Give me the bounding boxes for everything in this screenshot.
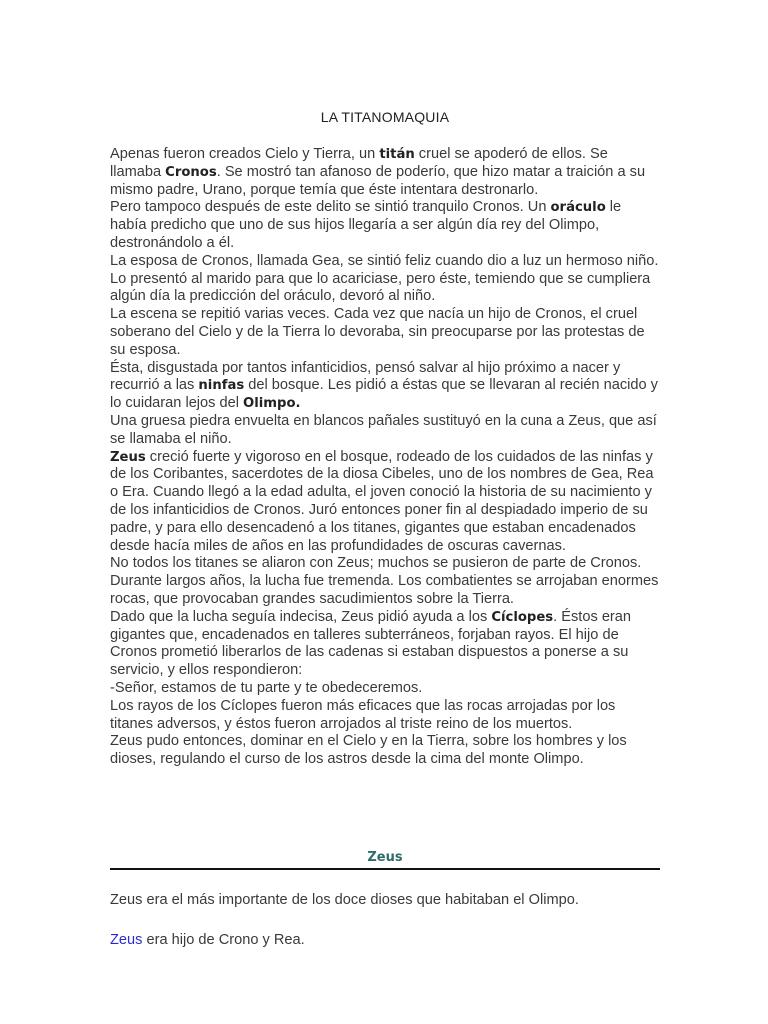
bold-keyword: ninfas [198, 378, 245, 394]
paragraph-text: . Se mostró tan afanoso de poderío, que hizo matar a traición a su mismo padre, Urano, porque temía que éste intentara destronarlo. [110, 163, 646, 198]
article-paragraph [110, 449, 660, 556]
paragraph-text: del bosque. Les pidió a éstas que se llevaran al recién nacido y lo cuidaran lejos del [110, 377, 658, 412]
article-paragraph [110, 680, 660, 698]
page-title: LA TITANOMAQUIA [320, 109, 450, 125]
article-paragraph [110, 199, 660, 252]
section-divider [110, 868, 660, 870]
paragraph-text: . Éstos eran gigantes que, encadenados en talleres subterráneos, forjaban rayos. El hijo de Cronos prometió liberarlos de las cadenas si estaban dispuestos a ponerse a su servicio, y ellos respondieron: [110, 608, 632, 679]
paragraph-text: Zeus pudo entonces, dominar en el Cielo y en la Tierra, sobre los hombres y los dioses, regulando el curso de los astros desde la cima del monte Olimpo. [110, 733, 627, 768]
paragraph-text: No todos los titanes se aliaron con Zeus; muchos se pusieron de parte de Cronos. Durante largos años, la lucha fue tremenda. Los combatientes se arrojaban enormes rocas, que provocaban grandes sacudimientos sobre la Tierra. [110, 555, 659, 607]
bold-keyword: Zeus [110, 449, 146, 465]
article-paragraph [110, 733, 660, 769]
article-paragraph [110, 609, 660, 680]
section-paragraph: Zeus era el más importante de los doce dioses que habitaban el Olimpo. [110, 892, 579, 908]
paragraph-text: Los rayos de los Cíclopes fueron más eficaces que las rocas arrojadas por los titanes adversos, y éstos fueron arrojados al triste reino de los muertos. [110, 697, 616, 732]
zeus-link[interactable]: Zeus [110, 932, 143, 948]
article-paragraph [110, 360, 660, 413]
article-paragraph [110, 413, 660, 449]
paragraph-text: creció fuerte y vigoroso en el bosque, rodeado de los cuidados de las ninfas y de los Coribantes, sacerdotes de la diosa Cibeles, uno de los nombres de Gea, Rea o Era. Cuando llegó a la edad adulta, el joven conoció la historia de su nacimiento y de los infanticidios de Cronos. Juró entonces poner fin al despiadado imperio de su padre, y para ello desencadenó a los titanes, gigantes que estaban encadenados desde hacía miles de años en las profundidades de oscuras cavernas. [110, 448, 654, 554]
article-paragraph [110, 555, 660, 608]
paragraph-text: Pero tampoco después de este delito se sintió tranquilo Cronos. Un [110, 199, 551, 216]
paragraph-text: -Señor, estamos de tu parte y te obedeceremos. [110, 679, 423, 696]
paragraph-text: La esposa de Cronos, llamada Gea, se sintió feliz cuando dio a luz un hermoso niño. Lo presentó al marido para que lo acariciase, pero éste, temiendo que se cumpliera algún día la predicción del oráculo, devoró al niño. [110, 252, 659, 305]
paragraph-text: le había predicho que uno de sus hijos llegaría a ser algún día rey del Olimpo, destronándolo a él. [110, 199, 622, 251]
paragraph-text: Apenas fueron creados Cielo y Tierra, un [110, 146, 380, 162]
section-text: era hijo de Crono y Rea. [142, 932, 305, 948]
bold-keyword: Cronos [165, 164, 217, 180]
paragraph-text: cruel se apoderó de ellos. Se llamaba [110, 146, 608, 180]
bold-keyword: oráculo [550, 200, 606, 216]
paragraph-text: Dado que la lucha seguía indecisa, Zeus pidió ayuda a los [110, 608, 492, 625]
article-body [110, 146, 660, 769]
paragraph-text: La escena se repitió varias veces. Cada vez que nacía un hijo de Cronos, el cruel soberano del Cielo y de la Tierra lo devoraba, sin preocuparse por las protestas de su esposa. [110, 306, 645, 358]
bold-keyword: Cíclopes [491, 609, 554, 625]
bold-keyword: titán [379, 147, 415, 162]
paragraph-text: Una gruesa piedra envuelta en blancos pañales sustituyó en la cuna a Zeus, que así se llamaba el niño. [110, 412, 657, 447]
article-paragraph [110, 146, 660, 199]
section-title: Zeus [367, 850, 403, 865]
bold-keyword: Olimpo. [243, 396, 301, 412]
article-paragraph [110, 306, 660, 359]
article-paragraph [110, 253, 660, 306]
article-paragraph [110, 698, 660, 734]
section-paragraph [110, 932, 660, 948]
paragraph-text: Ésta, disgustada por tantos infanticidios, pensó salvar al hijo próximo a nacer y recurrió a las [110, 359, 621, 394]
